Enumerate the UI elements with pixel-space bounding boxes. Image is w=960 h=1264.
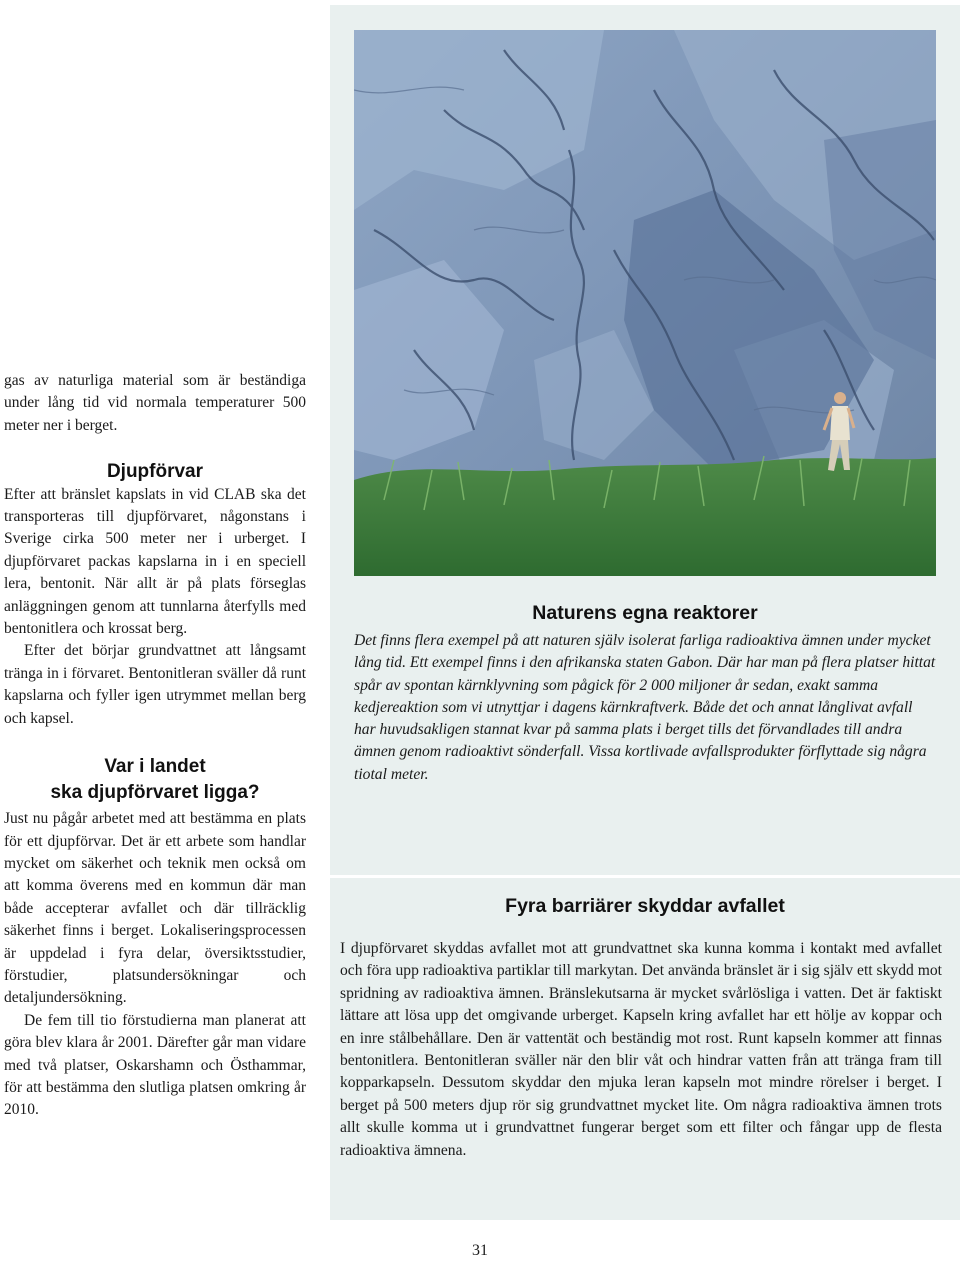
fyra-barriarer-text: I djupförvaret skyddas avfallet mot att grundvattnet ska kunna komma i kontakt med avfallet och föra upp radioaktiva partiklar till markytan. Det använda bränslet är i sig själv ett skydd mot spridning av radioaktiva ämnen. Bränslekutsarna är mycket svårlösliga i vatten. Det är faktiskt lättare att lösa upp det omgivande urberget. Kapseln kring avfallet har ett hölje av koppar och en inre stålbehållare. Den är vattentät och beständig mot rost. Runt kapseln kommer att finnas bentonitlera. Bentonitleran sväller när den blir våt och hindrar vatten från att tränga fram till kopparkapseln. Dessutom skyddar den mjuka leran kapseln mot mindre rörelser i berget. I berget på 500 meters djup rör sig grundvattnet mycket lite. Om några radioaktiva ämnen trots allt skulle komma ut i grundvattnet fungerar berget som ett filter och fångar upp de flesta radioaktiva ämnena. [340, 940, 942, 1159]
rock-outcrop-photo [354, 30, 936, 576]
djupforvar-paragraph-1: Efter att bränslet kapslats in vid CLAB ska det transporteras till djupförvaret, någonstans i Sverige cirka 500 meter ner i urberget. I djupförvaret packas kapslarna in i en speciell lera, bentonit. När allt är på plats förseglas anläggningen genom att tunnlarna återfylls med bentonitlera och krossat berg. [4, 485, 306, 638]
heading-djupforvar: Djupförvar [106, 461, 204, 483]
intro-paragraph: gas av naturliga material som är beständiga under lång tid vid normala temperaturer 500 meter ner i berget. [4, 372, 306, 434]
heading-naturens-reaktorer: Naturens egna reaktorer [532, 602, 758, 624]
heading-var-line-1: Var i landet [104, 756, 206, 778]
left-column [4, 370, 306, 1122]
panel-divider [330, 875, 960, 878]
heading-fyra-barriarer: Fyra barriärer skyddar avfallet [505, 895, 785, 917]
var-paragraph-2: De fem till tio förstudierna man planerat att göra blev klara år 2001. Därefter går man vidare med två platser, Oskarshamn och Östhammar, för att bestämma den slutliga platsen omkring år 2010. [4, 1011, 306, 1119]
heading-var-line-2: ska djupförvaret ligga? [50, 782, 260, 804]
var-paragraph-1: Just nu pågår arbetet med att bestämma en plats för ett djupförvar. Det är ett arbete som handlar mycket om säkerhet och teknik men också om att komma överens med en kommun där man både accepterar avfallet och där tillräcklig säkerhet finns i berget. Lokaliseringsprocessen är uppdelad i fyra delar, översiktsstudier, förstudier, platsundersökningar och detaljundersökning. [4, 810, 306, 1007]
djupforvar-paragraph-2: Efter det börjar grundvattnet att långsamt tränga in i förvaret. Bentonitleran sväller då runt kapslarna och fyller igen utrymmet mellan berg och kapsel. [4, 642, 306, 727]
sidebar-panel [330, 5, 960, 1220]
naturens-reaktorer-text: Det finns flera exempel på att naturen själv isolerat farliga radioaktiva ämnen under mycket lång tid. Ett exempel finns i den afrikanska staten Gabon. Där har man på flera platser hittat spår av spontan kärnklyvning som pågick för 2 000 miljoner år sedan, exakt samma kedjereaktion som vi utnyttjar i dagens kärnkraftverk. Både det och annat långlivat avfall har huvudsakligen stannat kvar på samma plats i berget tills det förvandlades till andra ämnen genom radioaktivt sönderfall. Vissa kortlivade avfallsprodukter förflyttade sig några tiotal meter. [354, 632, 936, 783]
page-number: 31 [472, 1242, 488, 1259]
heading-var-i-landet [4, 754, 306, 806]
